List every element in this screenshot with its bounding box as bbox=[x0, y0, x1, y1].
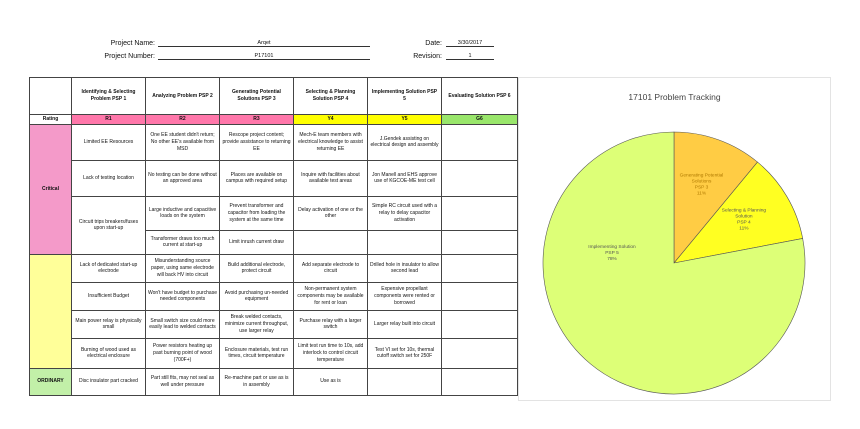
revision-field[interactable]: 1 bbox=[446, 53, 494, 60]
corner-cell bbox=[30, 78, 72, 115]
table-cell[interactable]: Limit test run time to 10s, add interlock to control circuit temperature bbox=[294, 338, 368, 368]
table-cell[interactable]: Larger relay built into circuit bbox=[368, 310, 442, 338]
table-row bbox=[30, 196, 518, 230]
table-cell[interactable] bbox=[442, 160, 518, 196]
table-cell[interactable]: Power resistors heating up past burning point of wood (700F+) bbox=[146, 338, 220, 368]
table-cell[interactable]: Jon Manell and EHS approve use of KGCOE-ME test cell bbox=[368, 160, 442, 196]
table-cell[interactable]: Test VI set for 10s, thermal cutoff switch set for 250F bbox=[368, 338, 442, 368]
rating-row bbox=[30, 115, 518, 125]
chart-panel[interactable] bbox=[518, 77, 831, 401]
pie-slice-label: Selecting & Planning Solution PSP 4 11% bbox=[721, 208, 767, 232]
table-cell[interactable]: Transformer draws too much current at start-up bbox=[146, 230, 220, 254]
table-cell[interactable]: Re-machine part or use as is in assembly bbox=[220, 368, 294, 395]
table-cell[interactable]: Mech-E team members with electrical knowledge to assist returning EE bbox=[294, 124, 368, 160]
category-critical: Critical bbox=[30, 124, 72, 254]
pie-chart bbox=[519, 78, 830, 400]
table-cell[interactable]: Add separate electrode to circuit bbox=[294, 254, 368, 282]
rating-r2[interactable]: R2 bbox=[146, 115, 220, 125]
table-cell[interactable]: Avoid purchasing un-needed equipment bbox=[220, 282, 294, 310]
date-label: Date: bbox=[425, 40, 442, 47]
category-moderate bbox=[30, 254, 72, 368]
table-row bbox=[30, 254, 518, 282]
header-row bbox=[30, 78, 518, 115]
table-cell[interactable]: Lack of dedicated start-up electrode bbox=[72, 254, 146, 282]
rating-y5[interactable]: Y5 bbox=[368, 115, 442, 125]
pie-slice-label: Implementing Solution PSP 5 78% bbox=[588, 245, 636, 262]
rating-r1[interactable]: R1 bbox=[72, 115, 146, 125]
header-psp3[interactable]: Generating Potential Solutions PSP 3 bbox=[220, 78, 294, 115]
table-row bbox=[30, 160, 518, 196]
date-field[interactable]: 3/30/2017 bbox=[446, 40, 494, 47]
problem-tracking-table bbox=[29, 77, 518, 396]
table-cell[interactable]: Main power relay is physically small bbox=[72, 310, 146, 338]
header-psp4[interactable]: Selecting & Planning Solution PSP 4 bbox=[294, 78, 368, 115]
table-row bbox=[30, 124, 518, 160]
rating-r3[interactable]: R3 bbox=[220, 115, 294, 125]
table-cell[interactable]: Burning of wood used as electrical enclosure bbox=[72, 338, 146, 368]
header-psp1[interactable]: Identifying & Selecting Problem PSP 1 bbox=[72, 78, 146, 115]
rating-y4[interactable]: Y4 bbox=[294, 115, 368, 125]
table-cell[interactable]: Use as is bbox=[294, 368, 368, 395]
table-cell[interactable]: Delay activation of one or the other bbox=[294, 196, 368, 230]
table-cell[interactable]: Break welded contacts, minimize current throughput, use larger relay bbox=[220, 310, 294, 338]
table-cell[interactable]: Build additional electrode, protect circuit bbox=[220, 254, 294, 282]
table-cell[interactable]: Purchase relay with a larger switch bbox=[294, 310, 368, 338]
table-row bbox=[30, 282, 518, 310]
table-cell[interactable]: J.Gendek assisting on electrical design and assembly bbox=[368, 124, 442, 160]
table-cell[interactable]: Rescope project content; provide assistance to returning EE bbox=[220, 124, 294, 160]
table-cell[interactable]: Lack of testing location bbox=[72, 160, 146, 196]
table-cell[interactable]: Expensive propellant components were rented or borrowed bbox=[368, 282, 442, 310]
table-cell[interactable] bbox=[442, 310, 518, 338]
revision-label: Revision: bbox=[413, 53, 442, 60]
table-cell[interactable]: Won't have budget to purchase needed components bbox=[146, 282, 220, 310]
table-cell[interactable] bbox=[442, 338, 518, 368]
table-cell[interactable]: Small switch size could more easily lead to welded contacts bbox=[146, 310, 220, 338]
table-cell[interactable]: Circuit trips breakers/fuses upon start-up bbox=[72, 196, 146, 254]
header-psp6[interactable]: Evaluating Solution PSP 6 bbox=[442, 78, 518, 115]
rating-label: Rating bbox=[30, 115, 72, 125]
table-cell[interactable] bbox=[368, 368, 442, 395]
rating-g6[interactable]: G6 bbox=[442, 115, 518, 125]
table-cell[interactable]: Drilled hole in insulator to allow second lead bbox=[368, 254, 442, 282]
table-cell[interactable]: No testing can be done without an approved area bbox=[146, 160, 220, 196]
header-psp2[interactable]: Analyzing Problem PSP 2 bbox=[146, 78, 220, 115]
table-cell[interactable] bbox=[294, 230, 368, 254]
category-ordinary: ORDINARY bbox=[30, 368, 72, 395]
header-psp5[interactable]: Implementing Solution PSP 5 bbox=[368, 78, 442, 115]
chart-title: 17101 Problem Tracking bbox=[628, 92, 721, 102]
table-row bbox=[30, 338, 518, 368]
table-cell[interactable] bbox=[442, 230, 518, 254]
pie-slice-label: Generating Potential Solutions PSP 3 11% bbox=[679, 173, 724, 197]
table-row bbox=[30, 310, 518, 338]
table-cell[interactable]: One EE student didn't return; No other EE's available from MSD bbox=[146, 124, 220, 160]
table-cell[interactable]: Insufficient Budget bbox=[72, 282, 146, 310]
table-cell[interactable] bbox=[442, 124, 518, 160]
table-cell[interactable]: Misunderstanding source paper, using same electrode will back HV into circuit bbox=[146, 254, 220, 282]
table-cell[interactable] bbox=[368, 230, 442, 254]
table-cell[interactable]: Simple RC circuit used with a relay to delay capacitor activation bbox=[368, 196, 442, 230]
table-row bbox=[30, 368, 518, 395]
project-name-label: Project Name: bbox=[110, 40, 155, 47]
table-cell[interactable]: Large inductive and capacitive loads on the system bbox=[146, 196, 220, 230]
table-cell[interactable] bbox=[442, 196, 518, 230]
project-number-label: Project Number: bbox=[104, 53, 155, 60]
table-cell[interactable]: Enclosure materials, test run times, circuit temperature bbox=[220, 338, 294, 368]
project-number-field[interactable]: P17101 bbox=[158, 53, 370, 60]
table-cell[interactable]: Part still fits, may not seal as well under pressure bbox=[146, 368, 220, 395]
table-cell[interactable]: Prevent transformer and capacitor from loading the system at the same time bbox=[220, 196, 294, 230]
table-cell[interactable]: Limited EE Resources bbox=[72, 124, 146, 160]
table-cell[interactable] bbox=[442, 368, 518, 395]
project-name-field[interactable]: Arqet bbox=[158, 40, 370, 47]
table-cell[interactable]: Disc insulator part cracked bbox=[72, 368, 146, 395]
table-cell[interactable]: Inquire with facilities about available test areas bbox=[294, 160, 368, 196]
table-cell[interactable]: Limit inrush current draw bbox=[220, 230, 294, 254]
table-cell[interactable]: Places are available on campus with required setup bbox=[220, 160, 294, 196]
table-cell[interactable] bbox=[442, 282, 518, 310]
table-cell[interactable]: Non-permanent system components may be available for rent or loan bbox=[294, 282, 368, 310]
table-cell[interactable] bbox=[442, 254, 518, 282]
